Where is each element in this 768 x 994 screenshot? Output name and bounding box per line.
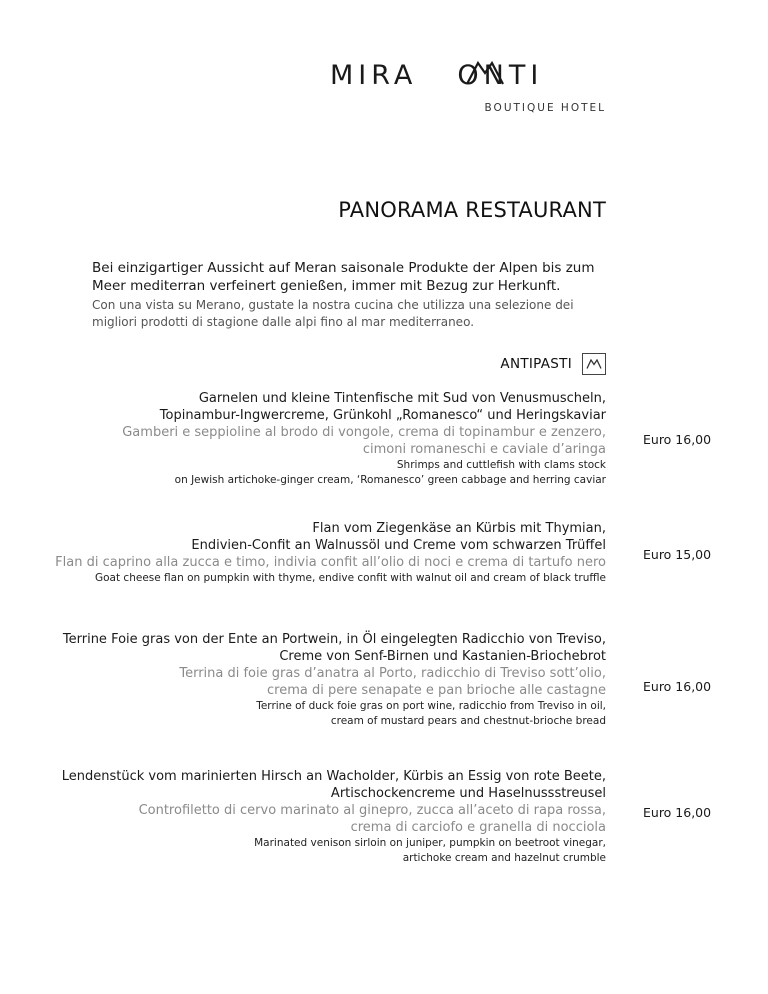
dish-name-italian: crema di pere senapate e pan brioche alle castagne bbox=[267, 683, 606, 698]
dish-name-german: Flan vom Ziegenkäse an Kürbis mit Thymian, bbox=[312, 521, 606, 536]
logo-left-part: MIRA bbox=[330, 60, 418, 91]
dish-name-italian: Controfiletto di cervo marinato al ginepro, zucca all’aceto di rapa rossa, bbox=[138, 803, 606, 818]
dish-name-english: Terrine of duck foie gras on port wine, radicchio from Treviso in oil, bbox=[256, 700, 606, 712]
dish-name-italian: Flan di caprino alla zucca e timo, indivia confit all’olio di noci e crema di tartufo nero bbox=[55, 555, 606, 570]
intro-italian-line: Con una vista su Merano, gustate la nostra cucina che utilizza una selezione dei bbox=[92, 298, 574, 312]
logo-right-part: ONTI bbox=[457, 60, 544, 91]
dish-item bbox=[63, 631, 606, 729]
dish-name-english: cream of mustard pears and chestnut-brioche bread bbox=[330, 715, 606, 727]
dish-name-italian: crema di carciofo e granella di nocciola bbox=[350, 820, 606, 835]
mountain-m-icon bbox=[586, 359, 602, 369]
dish-name-english: artichoke cream and hazelnut crumble bbox=[402, 852, 606, 864]
dish-price: Euro 15,00 bbox=[643, 547, 712, 562]
intro-text bbox=[92, 259, 612, 331]
dish-price: Euro 16,00 bbox=[643, 805, 712, 820]
dish-name-italian: Gamberi e seppioline al brodo di vongole, crema di topinambur e zenzero, bbox=[122, 425, 606, 440]
intro-italian-line: migliori prodotti di stagione dalle alpi fino al mar mediterraneo. bbox=[92, 315, 475, 329]
dish-name-english: Shrimps and cuttlefish with clams stock bbox=[396, 459, 606, 471]
dish-name-english: on Jewish artichoke-ginger cream, ‘Romanesco’ green cabbage and herring caviar bbox=[174, 474, 606, 486]
intro-german-line: Bei einzigartiger Aussicht auf Meran saisonale Produkte der Alpen bis zum bbox=[92, 260, 595, 276]
dish-name-italian: cimoni romaneschi e caviale d’aringa bbox=[362, 442, 606, 457]
intro-italian bbox=[92, 297, 612, 331]
intro-german-line: Meer mediterran verfeinert genießen, immer mit Bezug zur Herkunft. bbox=[92, 278, 561, 294]
dish-name-german: Creme von Senf-Birnen und Kastanien-Briochebrot bbox=[279, 649, 606, 664]
dish-price: Euro 16,00 bbox=[643, 679, 712, 694]
intro-german bbox=[92, 259, 612, 295]
dish-name-german: Terrine Foie gras von der Ente an Portwein, in Öl eingelegten Radicchio von Treviso, bbox=[62, 632, 606, 647]
dish-name-german: Artischockencreme und Haselnussstreusel bbox=[330, 786, 606, 801]
dish-name-german: Lendenstück vom marinierten Hirsch an Wacholder, Kürbis an Essig von rote Beete, bbox=[61, 769, 606, 784]
dish-name-english: Marinated venison sirloin on juniper, pumpkin on beetroot vinegar, bbox=[254, 837, 606, 849]
dish-name-german: Topinambur-Ingwercreme, Grünkohl „Romanesco“ und Heringskaviar bbox=[159, 408, 606, 423]
dish-name-german: Garnelen und kleine Tintenfische mit Sud von Venusmuscheln, bbox=[198, 391, 606, 406]
dish-item bbox=[122, 390, 606, 488]
logo-subtitle: BOUTIQUE HOTEL bbox=[484, 102, 606, 114]
dish-price: Euro 16,00 bbox=[643, 432, 712, 447]
dish-item bbox=[62, 768, 606, 866]
section-badge bbox=[582, 353, 606, 375]
page-title: PANORAMA RESTAURANT bbox=[338, 198, 606, 222]
dish-item bbox=[55, 520, 606, 586]
dish-name-english: Goat cheese flan on pumpkin with thyme, endive confit with walnut oil and cream of black truffle bbox=[94, 572, 606, 584]
mountain-peak-m-icon bbox=[466, 61, 504, 85]
dish-name-german: Endivien-Confit an Walnussöl und Creme vom schwarzen Trüffel bbox=[191, 538, 606, 553]
section-label: ANTIPASTI bbox=[500, 356, 572, 372]
section-header-antipasti bbox=[500, 351, 606, 377]
dish-name-italian: Terrina di foie gras d’anatra al Porto, radicchio di Treviso sott’olio, bbox=[179, 666, 606, 681]
logo-wordmark bbox=[330, 60, 543, 91]
hotel-logo bbox=[330, 60, 608, 120]
